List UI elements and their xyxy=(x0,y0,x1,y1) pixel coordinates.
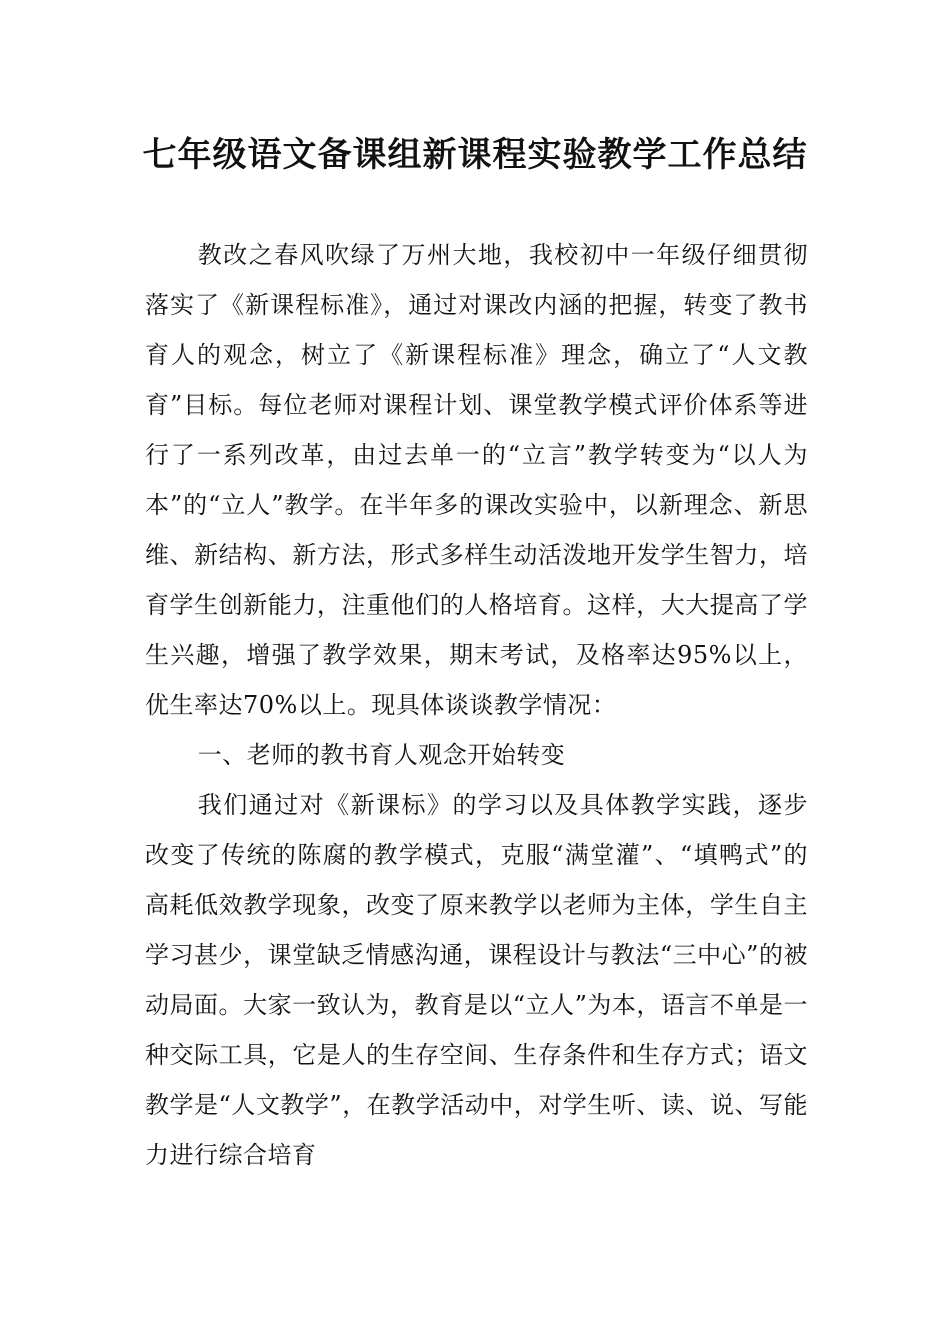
document-body xyxy=(145,230,808,1180)
section-heading: 一、老师的教书育人观念开始转变 xyxy=(197,741,566,769)
section-paragraph: 我们通过对《新课标》的学习以及具体教学实践，逐步改变了传统的陈腐的教学模式，克服“满堂灌”、“填鸭式”的高耗低效教学现象，改变了原来教学以老师为主体，学生自主学习甚少，课堂缺乏情感沟通，课程设计与教法“三中心”的被动局面。大家一致认为，教育是以“立人”为本，语言不单是一种交际工具，它是人的生存空间、生存条件和生存方式；语文教学是“人文教学”，在教学活动中，对学生听、读、说、写能力进行综合培育 xyxy=(145,791,808,1169)
document-title: 七年级语文备课组新课程实验教学工作总结 xyxy=(142,135,808,175)
intro-paragraph: 教改之春风吹绿了万州大地，我校初中一年级仔细贯彻落实了《新课程标准》，通过对课改内涵的把握，转变了教书育人的观念，树立了《新课程标准》理念，确立了“人文教育”目标。每位老师对课程计划、课堂教学模式评价体系等进行了一系列改革，由过去单一的“立言”教学转变为“以人为本”的“立人”教学。在半年多的课改实验中，以新理念、新思维、新结构、新方法，形式多样生动活泼地开发学生智力，培育学生创新能力，注重他们的人格培育。这样，大大提高了学生兴趣，增强了教学效果，期末考试，及格率达95%以上，优生率达70%以上。现具体谈谈教学情况： xyxy=(145,241,808,719)
